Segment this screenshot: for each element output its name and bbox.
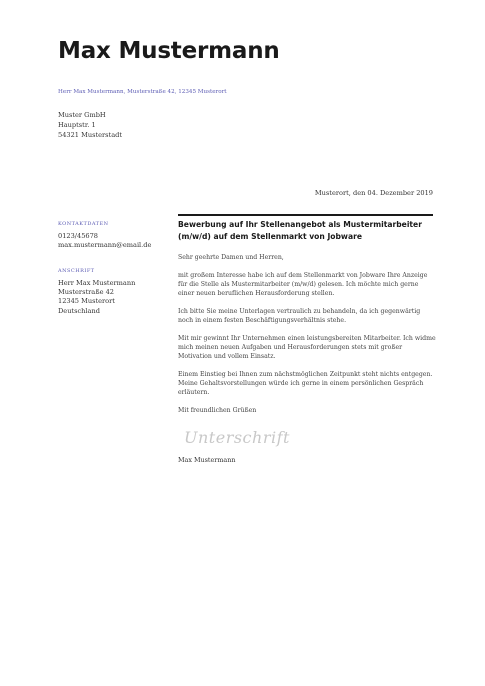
sender-address-block xyxy=(58,279,135,316)
letter-subject: Bewerbung auf Ihr Stellenangebot als Mustermitarbeiter (m/w/d) auf dem Stellenmarkt von Jobware xyxy=(178,220,422,241)
body-paragraph: Einem Einstieg bei Ihnen zum nächstmöglichen Zeitpunkt steht nichts entgegen. Meine Gehaltsvorstellungen würde ich gerne in einem persönlichen Gespräch erläutern. xyxy=(178,370,433,397)
recipient-city: 54321 Musterstadt xyxy=(58,131,122,139)
address-street: Musterstraße 42 xyxy=(58,288,114,297)
letter-date: Musterort, den 04. Dezember 2019 xyxy=(314,189,433,197)
contact-details xyxy=(58,232,151,250)
recipient-company: Muster GmbH xyxy=(58,111,106,119)
signature-placeholder: Unterschrift xyxy=(184,428,290,447)
sender-address-line: Herr Max Mustermann, Musterstraße 42, 12345 Musterort xyxy=(58,89,227,95)
address-label: ANSCHRIFT xyxy=(58,268,95,274)
address-name: Herr Max Mustermann xyxy=(58,279,136,287)
email-address: max.mustermann@email.de xyxy=(58,241,152,250)
address-country: Deutschland xyxy=(58,306,100,315)
body-paragraph: Mit mir gewinnt Ihr Unternehmen einen leistungsbereiten Mitarbeiter. Ich widme mich meinen neuen Aufgaben und Herausforderungen stets mit großer Motivation und vollem Einsatz. xyxy=(178,334,436,361)
salutation: Sehr geehrte Damen und Herren, xyxy=(178,254,284,261)
closing: Mit freundlichen Grüßen xyxy=(178,406,257,414)
address-city: 12345 Musterort xyxy=(58,297,115,306)
subject-divider xyxy=(178,214,433,216)
body-paragraph: mit großem Interesse habe ich auf dem Stellenmarkt von Jobware Ihre Anzeige für die Stelle als Mustermitarbeiter (m/w/d) gelesen. Ich möchte mich gerne einer neuen beruflichen Herausforderung stellen. xyxy=(178,271,428,298)
recipient-street: Hauptstr. 1 xyxy=(58,121,96,129)
recipient-address xyxy=(58,110,122,140)
contact-label: KONTAKTDATEN xyxy=(58,221,109,227)
letter-body xyxy=(178,253,436,424)
phone-number: 0123/45678 xyxy=(58,232,98,240)
signer-name: Max Mustermann xyxy=(178,456,236,464)
sender-name-heading: Max Mustermann xyxy=(58,38,280,64)
body-paragraph: Ich bitte Sie meine Unterlagen vertraulich zu behandeln, da ich gegenwärtig noch in einem festen Beschäftigungsverhältnis stehe. xyxy=(178,307,421,325)
